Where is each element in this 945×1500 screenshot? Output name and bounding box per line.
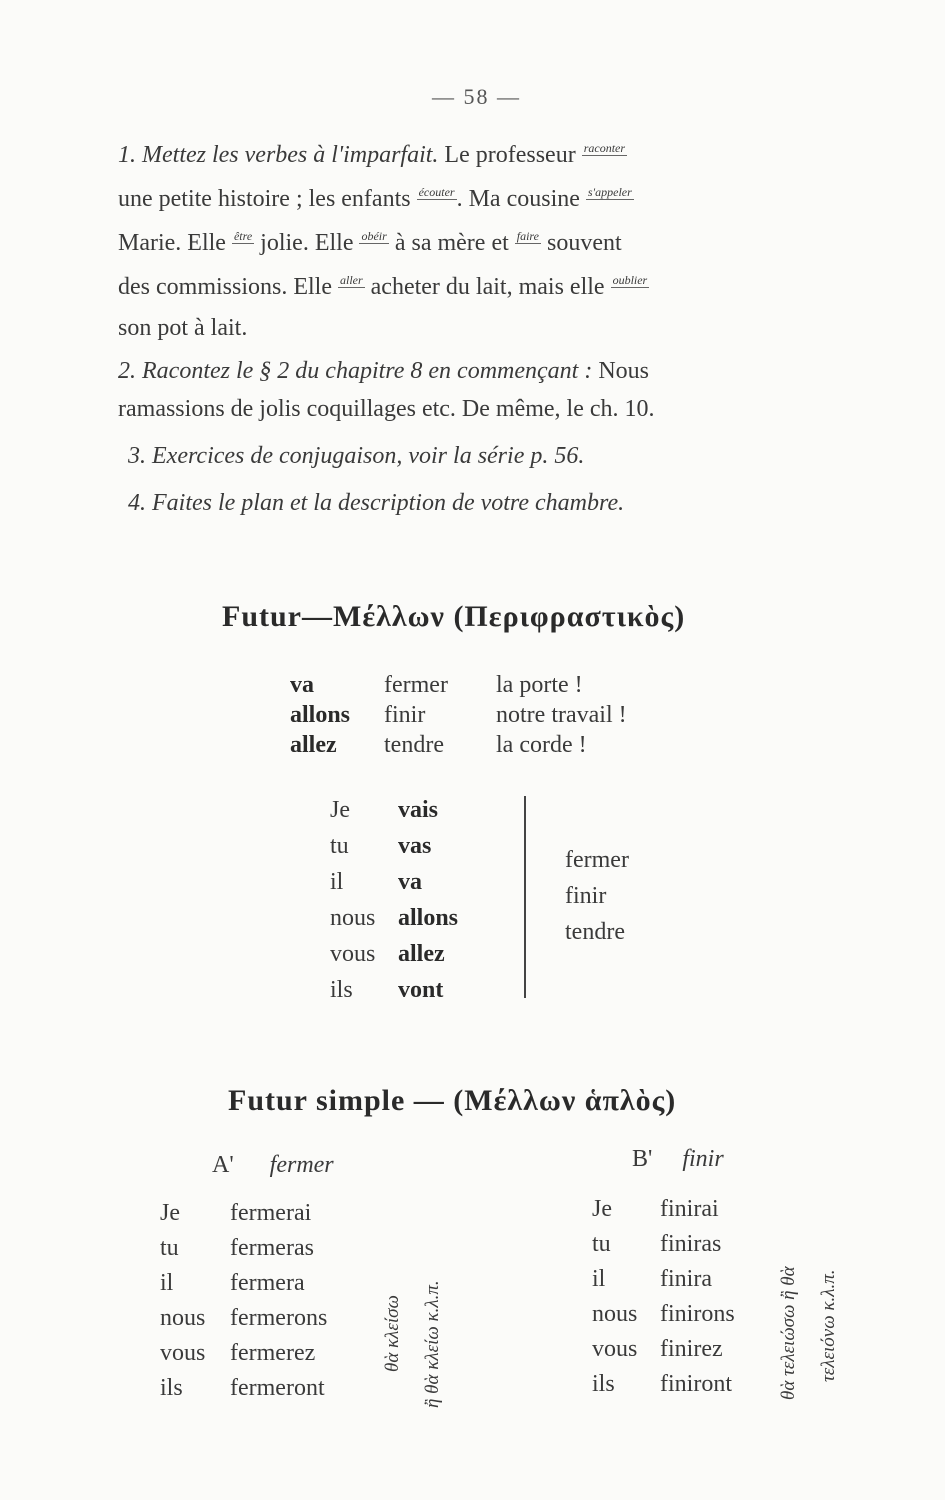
exercise-text: . Ma cousine xyxy=(456,186,586,212)
exercise-2-instruction: 2. Racontez le § 2 du chapitre 8 en commençant : xyxy=(118,358,593,384)
pronoun: nous xyxy=(160,1305,206,1331)
verb-form: fermeront xyxy=(230,1375,325,1401)
pronoun: ils xyxy=(160,1375,183,1401)
column-a-verb: fermer xyxy=(269,1152,334,1178)
exercise-2-line-1 xyxy=(118,356,649,386)
verb-form: finira xyxy=(660,1266,712,1292)
imperative-verb: tendre xyxy=(384,732,444,758)
verb-form: fermerai xyxy=(230,1200,312,1226)
aux-form: allez xyxy=(398,941,445,967)
verb-hint: s'appeler xyxy=(587,185,632,199)
verb-form: finiront xyxy=(660,1371,732,1397)
exercise-1-line-3 xyxy=(118,228,622,261)
verb-form: fermeras xyxy=(230,1235,314,1261)
verb-form: finirez xyxy=(660,1336,723,1362)
imperative-verb-column xyxy=(384,670,448,760)
imperative-verb: finir xyxy=(384,702,426,728)
pronoun: ils xyxy=(592,1371,615,1397)
brace xyxy=(524,796,526,998)
aux-form: vais xyxy=(398,797,439,823)
imperative-object: la porte ! xyxy=(496,672,583,698)
pronoun: Je xyxy=(160,1200,180,1226)
verb-hint: aller xyxy=(339,273,363,287)
aux-form: va xyxy=(398,869,422,895)
infinitives-column xyxy=(565,842,629,950)
verb-form: fermera xyxy=(230,1270,305,1296)
futur-heading: Futur—Μέλλων (Περιφραστικὸς) xyxy=(222,600,686,633)
column-b-forms xyxy=(660,1192,735,1402)
futur-simple-heading: Futur simple — (Μέλλων ἁπλὸς) xyxy=(228,1084,677,1117)
pronoun: il xyxy=(160,1270,174,1296)
column-b-verb: finir xyxy=(682,1146,724,1172)
pronoun: Je xyxy=(592,1196,612,1222)
exercise-4: 4. Faites le plan et la description de votre chambre. xyxy=(128,490,625,516)
pronoun: vous xyxy=(592,1336,638,1362)
verb-form: finiras xyxy=(660,1231,722,1257)
column-a-label: A' xyxy=(212,1152,234,1178)
column-b-pronouns xyxy=(592,1192,637,1402)
aux-form: vont xyxy=(398,977,444,1003)
imperative-object: notre travail ! xyxy=(496,702,627,728)
column-a-forms xyxy=(230,1196,327,1406)
pronoun: Je xyxy=(330,797,350,823)
page-number: — 58 — xyxy=(432,84,521,109)
column-a-title xyxy=(212,1150,334,1180)
exercise-text: Nous xyxy=(592,358,649,384)
verb-hint: écouter xyxy=(418,185,455,199)
aux-form: vas xyxy=(398,833,432,859)
pronoun: ils xyxy=(330,977,353,1003)
exercise-1-line-1 xyxy=(118,140,627,173)
pronoun: vous xyxy=(330,941,376,967)
exercise-1-instruction: 1. Mettez les verbes à l'imparfait. xyxy=(118,142,439,168)
verb-form: fermerons xyxy=(230,1305,328,1331)
exercise-text: des commissions. Elle xyxy=(118,274,338,300)
exercise-3: 3. Exercices de conjugaison, voir la série p. 56. xyxy=(128,443,585,469)
pronoun: tu xyxy=(160,1235,179,1261)
exercise-2-line-2: ramassions de jolis coquillages etc. De même, le ch. 10. xyxy=(118,396,655,422)
pronoun: il xyxy=(330,869,344,895)
imperative-verb: fermer xyxy=(384,672,448,698)
exercise-text: à sa mère et xyxy=(388,230,515,256)
column-b-greek-2: τελειόνω κ.λ.π. xyxy=(818,1269,839,1382)
column-a-greek-2: ἢ θὰ κλείω κ.λ.π. xyxy=(422,1280,443,1408)
conjugation-aux xyxy=(398,792,458,1008)
column-a-greek-1: θὰ κλείσω xyxy=(382,1295,403,1372)
imperative-aux: va xyxy=(290,672,314,698)
infinitive: finir xyxy=(565,883,607,909)
exercise-text: Le professeur xyxy=(438,142,582,168)
imperative-object-column xyxy=(496,670,627,760)
exercise-1-line-4 xyxy=(118,272,649,305)
imperative-object: la corde ! xyxy=(496,732,587,758)
conjugation-pronouns xyxy=(330,792,375,1008)
imperative-aux-column xyxy=(290,670,350,760)
column-b-greek-1: θὰ τελειώσω ἢ θὰ xyxy=(778,1266,799,1400)
verb-hint: oublier xyxy=(612,273,648,287)
pronoun: tu xyxy=(330,833,349,859)
aux-form: allons xyxy=(398,905,459,931)
column-a-pronouns xyxy=(160,1196,205,1406)
exercise-text: jolie. Elle xyxy=(254,230,360,256)
exercise-text: acheter du lait, mais elle xyxy=(364,274,611,300)
exercise-1-line-2 xyxy=(118,184,634,217)
column-b-title xyxy=(632,1144,724,1174)
verb-hint: obéir xyxy=(361,229,387,243)
pronoun: vous xyxy=(160,1340,206,1366)
exercise-text: souvent xyxy=(540,230,622,256)
verb-form: fermerez xyxy=(230,1340,316,1366)
verb-form: finirai xyxy=(660,1196,719,1222)
exercise-text: Marie. Elle xyxy=(118,230,232,256)
pronoun: nous xyxy=(330,905,376,931)
imperative-aux: allons xyxy=(290,702,351,728)
column-b-label: B' xyxy=(632,1146,653,1172)
pronoun: il xyxy=(592,1266,606,1292)
pronoun: tu xyxy=(592,1231,611,1257)
exercise-text: une petite histoire ; les enfants xyxy=(118,186,417,212)
exercise-1-line-5: son pot à lait. xyxy=(118,315,248,341)
verb-form: finirons xyxy=(660,1301,735,1327)
verb-hint: faire xyxy=(516,229,539,243)
verb-hint: être xyxy=(233,229,253,243)
infinitive: fermer xyxy=(565,847,629,873)
verb-hint: raconter xyxy=(583,141,626,155)
imperative-aux: allez xyxy=(290,732,337,758)
infinitive: tendre xyxy=(565,919,625,945)
pronoun: nous xyxy=(592,1301,638,1327)
